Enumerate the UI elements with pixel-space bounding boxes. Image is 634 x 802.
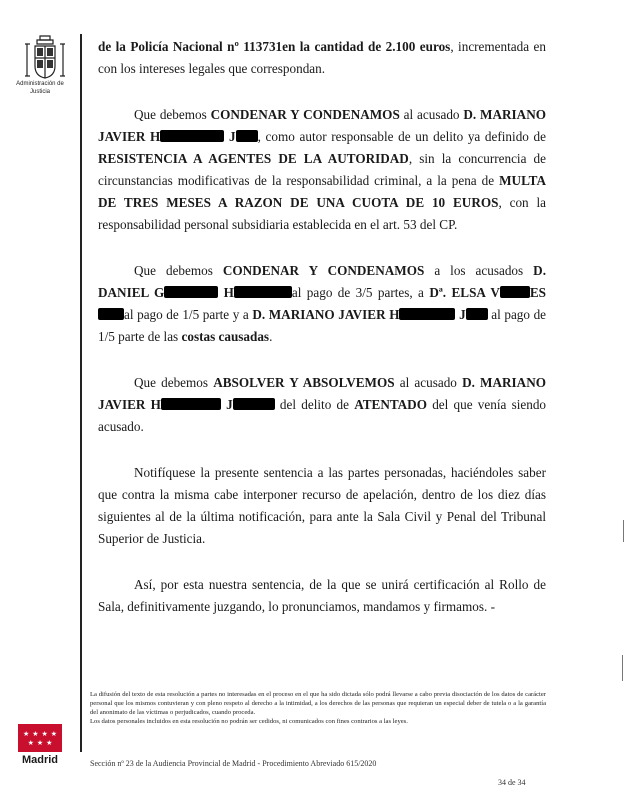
- redaction-bar: [98, 308, 124, 320]
- text-bold: MULTA DE TRES MESES A RAZON DE UNA CUOTA DE 10 EUROS: [98, 173, 546, 210]
- text: Que debemos: [134, 375, 214, 390]
- text-bold: D. MARIANO JAVIER H: [252, 307, 400, 322]
- court-footer: Sección nº 23 de la Audiencia Provincial de Madrid - Procedimiento Abreviado 615/2020: [90, 759, 377, 768]
- footnote-line: La difusión del texto de esta resolución a partes no interesadas en el proceso en el que ha sido dictada sólo podrá llevarse a cabo previa disociación de los datos de carácter personal que los mismos contuvieran y con pleno respeto al derecho a la intimidad, a los derechos de las personas que requieran un especial deber de tutela o a la garantía del anonimato de las víctimas o perjudicados, cuando proceda.: [90, 691, 546, 716]
- footnote-line: Los datos personales incluidos en esta resolución no podrán ser cedidos, ni comunicados con fines contrarios a las leyes.: [90, 718, 408, 725]
- text-bold: D. DANIEL G: [98, 263, 546, 300]
- redaction-bar: [161, 398, 221, 410]
- text: a los acusados: [424, 263, 534, 278]
- text: del delito de: [274, 397, 355, 412]
- coat-of-arms-icon: [23, 34, 67, 82]
- redaction-bar: [164, 286, 218, 298]
- document-body: [98, 36, 546, 618]
- text: Que debemos: [134, 263, 223, 278]
- paragraph-condena-multa: [98, 104, 546, 236]
- redaction-bar: [500, 286, 530, 298]
- text-bold: H: [223, 285, 234, 300]
- redaction-bar: [234, 286, 292, 298]
- madrid-flag-icon: ★ ★ ★ ★ ★ ★ ★: [18, 724, 62, 752]
- text: al acusado: [394, 375, 463, 390]
- text: al acusado: [399, 107, 464, 122]
- text: , sin la concurrencia de circunstancias modificativas de la responsabilidad criminal, a la pena de: [98, 151, 546, 188]
- text: del que venía siendo acusado.: [98, 397, 547, 434]
- text: , incrementada en con los intereses legales que correspondan.: [98, 39, 546, 76]
- paragraph-absolucion: [98, 372, 546, 438]
- text-bold: costas causadas: [181, 329, 270, 344]
- text-bold: J: [226, 397, 233, 412]
- text-bold: CONDENAR Y CONDENAMOS: [210, 107, 400, 122]
- paragraph-notificacion: Notifíquese la presente sentencia a las partes personadas, haciéndoles saber que contra la misma cabe interponer recurso de apelación, dentro de los diez días siguientes al de la última notificación, para ante la Sala Civil y Penal del Tribunal Superior de Justicia.: [98, 465, 546, 546]
- text-bold: J: [228, 129, 236, 144]
- text-bold: D. MARIANO JAVIER H: [98, 375, 546, 412]
- paragraph-indemnity: [98, 36, 546, 80]
- madrid-label: Madrid: [21, 754, 59, 766]
- redaction-bar: [233, 398, 275, 410]
- text-bold: J: [459, 307, 466, 322]
- scan-artifact: [623, 520, 624, 542]
- text-bold: D. MARIANO JAVIER H: [98, 107, 546, 144]
- text: , como autor responsable de un delito ya definido de: [257, 129, 546, 144]
- scan-artifact: [622, 655, 623, 681]
- text: .: [269, 329, 273, 344]
- text-bold: CONDENAR Y CONDENAMOS: [222, 263, 425, 278]
- text-bold: ABSOLVER Y ABSOLVEMOS: [213, 375, 395, 390]
- text-bold: RESISTENCIA A AGENTES DE LA AUTORIDAD: [98, 151, 409, 166]
- text: al pago de 1/5 parte de las: [98, 307, 547, 344]
- text: al pago de 1/5 parte y a: [124, 307, 253, 322]
- paragraph-firma: Así, por esta nuestra sentencia, de la que se unirá certificación al Rollo de Sala, definitivamente juzgando, lo pronunciamos, mandamos y firmamos. -: [98, 577, 546, 614]
- text-bold: ATENTADO: [354, 397, 427, 412]
- text-bold: de la Policía Nacional nº 113731en la cantidad de 2.100 euros: [98, 39, 451, 54]
- text-bold: ES: [529, 285, 547, 300]
- text-bold: Dª. ELSA V: [429, 285, 500, 300]
- margin-rule: [80, 34, 82, 752]
- page-number: 34 de 34: [498, 778, 526, 787]
- redaction-bar: [399, 308, 455, 320]
- redaction-bar: [236, 130, 258, 142]
- privacy-footnote: [90, 690, 546, 726]
- redaction-bar: [466, 308, 488, 320]
- administracion-justicia-label: Administración de Justicia: [16, 81, 64, 95]
- text: al pago de 3/5 partes, a: [291, 285, 430, 300]
- text: , con la responsabilidad personal subsidiaria establecida en el art. 53 del CP.: [98, 195, 547, 232]
- paragraph-condena-costas: [98, 260, 546, 348]
- text: Que debemos: [134, 107, 211, 122]
- redaction-bar: [160, 130, 224, 142]
